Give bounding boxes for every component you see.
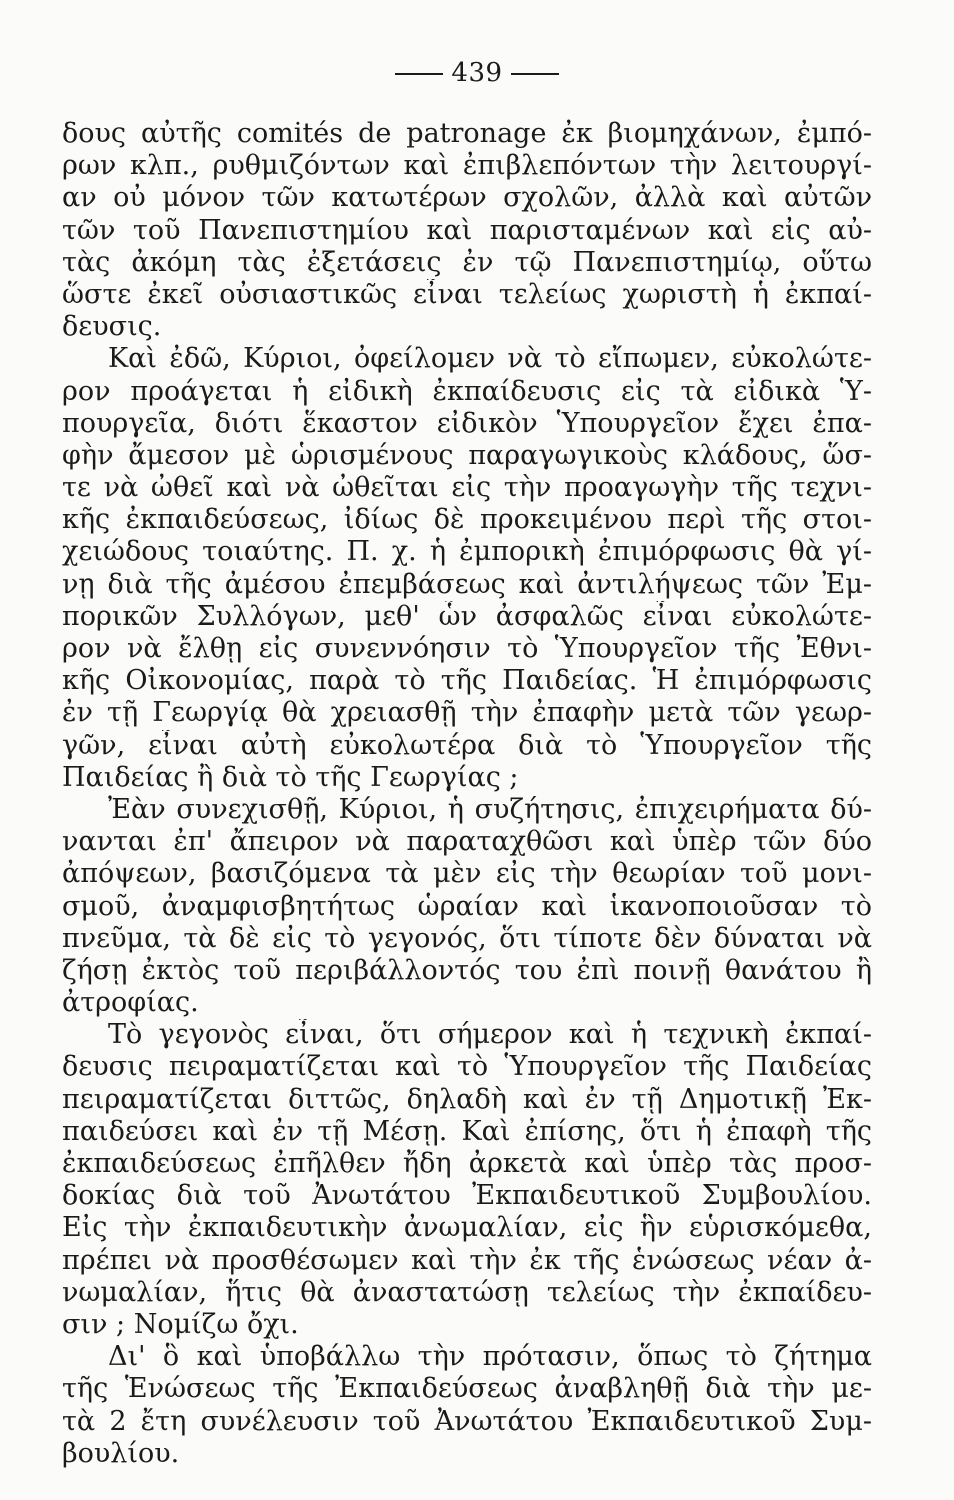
text-line: Παιδείας ἢ διὰ τὸ τῆς Γεωργίας ; bbox=[62, 761, 519, 793]
text-line: νῃ διὰ τῆς ἀμέσου ἐπεμβάσεως καὶ ἀντιλήψεως τῶν Ἐμ- bbox=[62, 568, 872, 600]
text-line: πουργεῖα, διότι ἕκαστον εἰδικὸν Ὑπουργεῖον ἔχει ἐπα- bbox=[62, 407, 872, 439]
text-line: ἐκπαιδεύσεως ἐπῆλθεν ἤδη ἀρκετὰ καὶ ὑπὲρ τὰς προσ- bbox=[62, 1148, 872, 1179]
text-line: ὥστε ἐκεῖ οὐσιαστικῶς εἶναι τελείως χωριστὴ ἡ ἐκπαί- bbox=[62, 278, 872, 310]
text-line: Καὶ ἐδῶ, Κύριοι, ὀφείλομεν νὰ τὸ εἴπωμεν, εὐκολώτε- bbox=[108, 343, 872, 375]
text-line: κῆς ἐκπαιδεύσεως, ἰδίως δὲ προκειμένου περὶ τῆς στοι- bbox=[62, 504, 872, 536]
text-line: νανται ἐπ' ἄπειρον νὰ παραταχθῶσι καὶ ὑπὲρ τῶν δύο bbox=[62, 826, 872, 858]
page-number-right-dash bbox=[511, 73, 559, 75]
text-line: παιδεύσει καὶ ἐν τῇ Μέσῃ. Καὶ ἐπίσης, ὅτι ἡ ἐπαφὴ τῆς bbox=[62, 1115, 872, 1147]
text-line: νωμαλίαν, ἥτις θὰ ἀναστατώσῃ τελείως τὴν ἐκπαίδευ- bbox=[62, 1276, 872, 1308]
text-line: χειώδους τοιαύτης. Π. χ. ἡ ἐμπορικὴ ἐπιμόρφωσις θὰ γί- bbox=[62, 536, 872, 568]
text-line: σμοῦ, ἀναμφισβητήτως ὡραίαν καὶ ἱκανοποιοῦσαν τὸ bbox=[62, 890, 872, 922]
text-line: δους αὐτῆς comités de patronage ἐκ βιομηχάνων, ἐμπό- bbox=[62, 118, 872, 149]
text-line: πορικῶν Συλλόγων, μεθ' ὧν ἀσφαλῶς εἶναι εὐκολώτε- bbox=[62, 600, 872, 632]
text-line: ἀπόψεων, βασιζόμενα τὰ μὲν εἰς τὴν θεωρίαν τοῦ μονι- bbox=[62, 858, 872, 890]
text-line: φὴν ἄμεσον μὲ ὡρισμένους παραγωγικοὺς κλάδους, ὥσ- bbox=[62, 439, 872, 471]
text-line: ζήσῃ ἐκτὸς τοῦ περιβάλλοντός του ἐπὶ ποινῇ θανάτου ἢ bbox=[62, 954, 872, 986]
text-line: Τὸ γεγονὸς εἶναι, ὅτι σήμερον καὶ ἡ τεχνικὴ ἐκπαί- bbox=[108, 1019, 872, 1051]
text-line: τῶν τοῦ Πανεπιστημίου καὶ παρισταμένων καὶ εἰς αὐ- bbox=[62, 214, 872, 246]
text-line: Εἰς τὴν ἐκπαιδευτικὴν ἀνωμαλίαν, εἰς ἣν εὑρισκόμεθα, bbox=[62, 1212, 872, 1244]
page-number bbox=[0, 58, 954, 88]
text-line: δευσις. bbox=[62, 311, 162, 343]
text-line: κῆς Οἰκονομίας, παρὰ τὸ τῆς Παιδείας. Ἡ ἐπιμόρφωσις bbox=[62, 665, 872, 697]
page-number-left-dash bbox=[395, 73, 443, 75]
text-line: ἐν τῇ Γεωργίᾳ θὰ χρειασθῇ τὴν ἐπαφὴν μετὰ τῶν γεωρ- bbox=[62, 697, 872, 729]
text-line: ἀτροφίας. bbox=[62, 987, 199, 1019]
text-line: Ἐὰν συνεχισθῇ, Κύριοι, ἡ συζήτησις, ἐπιχειρήματα δύ- bbox=[108, 793, 872, 825]
text-line: βουλίου. bbox=[62, 1437, 180, 1469]
text-line: Δι' ὃ καὶ ὑποβάλλω τὴν πρότασιν, ὅπως τὸ ζήτημα bbox=[108, 1341, 872, 1373]
text-line: δοκίας διὰ τοῦ Ἀνωτάτου Ἐκπαιδευτικοῦ Συμβουλίου. bbox=[62, 1180, 872, 1212]
text-line: πνεῦμα, τὰ δὲ εἰς τὸ γεγονός, ὅτι τίποτε δὲν δύναται νὰ bbox=[62, 922, 872, 954]
text-line: ρον νὰ ἔλθῃ εἰς συνεννόησιν τὸ Ὑπουργεῖον τῆς Ἐθνι- bbox=[62, 633, 872, 664]
text-line: ρων κλπ., ρυθμιζόντων καὶ ἐπιβλεπόντων τὴν λειτουργί- bbox=[62, 150, 872, 182]
text-line: πρέπει νὰ προσθέσωμεν καὶ τὴν ἐκ τῆς ἑνώσεως νέαν ἀ- bbox=[62, 1244, 872, 1276]
text-line: ρον προάγεται ἡ εἰδικὴ ἐκπαίδευσις εἰς τὰ εἰδικὰ Ὑ- bbox=[62, 375, 872, 407]
page-number-value: 439 bbox=[451, 58, 503, 88]
body-text bbox=[62, 118, 872, 1470]
text-line: γῶν, εἶναι αὐτὴ εὐκολωτέρα διὰ τὸ Ὑπουργεῖον τῆς bbox=[62, 729, 872, 761]
text-line: αν οὐ μόνον τῶν κατωτέρων σχολῶν, ἀλλὰ καὶ αὐτῶν bbox=[62, 182, 872, 214]
text-line: τὰς ἀκόμη τὰς ἐξετάσεις ἐν τῷ Πανεπιστημίῳ, οὕτω bbox=[62, 246, 872, 278]
text-line: σιν ; Νομίζω ὄχι. bbox=[62, 1308, 299, 1340]
text-line: τε νὰ ὠθεῖ καὶ νὰ ὠθεῖται εἰς τὴν προαγωγὴν τῆς τεχνι- bbox=[62, 472, 872, 504]
text-line: τῆς Ἑνώσεως τῆς Ἐκπαιδεύσεως ἀναβληθῇ διὰ τὴν με- bbox=[62, 1373, 872, 1405]
text-line: πειραματίζεται διττῶς, δηλαδὴ καὶ ἐν τῇ Δημοτικῇ Ἐκ- bbox=[62, 1083, 872, 1115]
text-line: δευσις πειραματίζεται καὶ τὸ Ὑπουργεῖον τῆς Παιδείας bbox=[62, 1051, 872, 1083]
text-line: τὰ 2 ἔτη συνέλευσιν τοῦ Ἀνωτάτου Ἐκπαιδευτικοῦ Συμ- bbox=[62, 1405, 872, 1437]
